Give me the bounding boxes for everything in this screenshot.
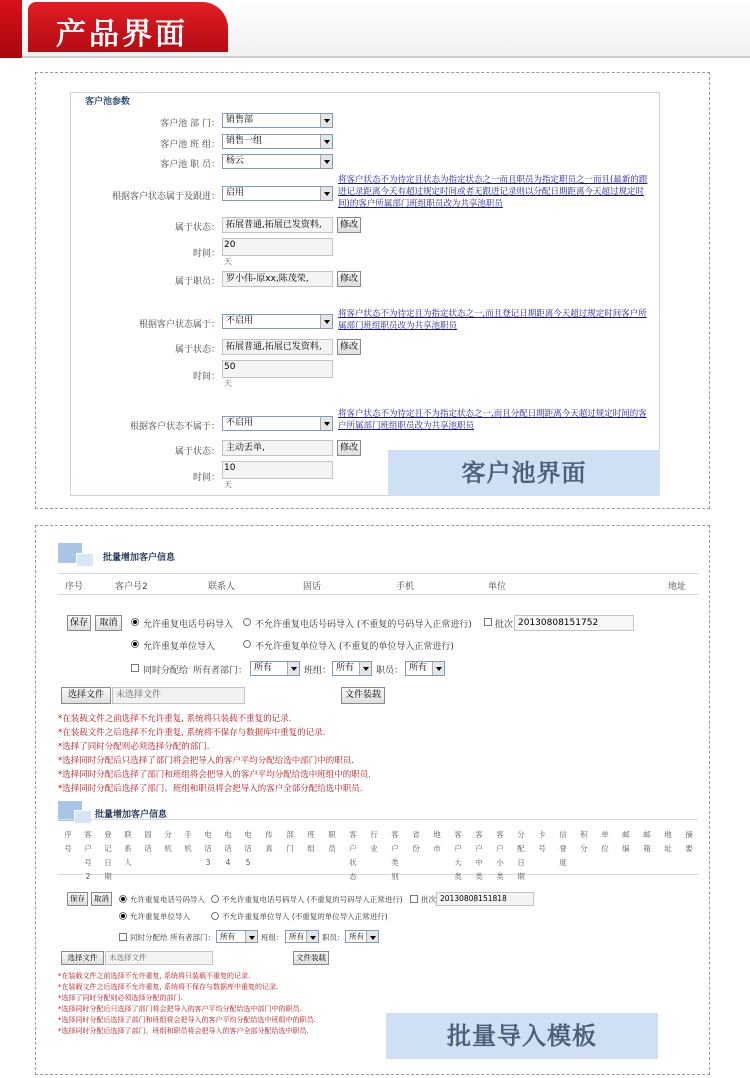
rule2-select[interactable]: 不启用 xyxy=(222,314,333,329)
note-line: *在装载文件之前选择不允许重复, 系统将只装载不重复的记录. xyxy=(58,714,292,724)
banner-title: 产品界面 xyxy=(56,17,188,52)
col-phone: 固话 xyxy=(303,582,322,592)
tcol: 客户类别 xyxy=(391,830,399,881)
tcol: 客户小类 xyxy=(496,830,504,881)
rule1-staff-edit-button[interactable]: 修改 xyxy=(337,271,361,287)
chevron-down-icon xyxy=(320,417,332,430)
tcol: 邮编 xyxy=(622,830,630,853)
template-disallow-dup-phone-label: 不允许重复电话号码导入 (不重复的号码导入正常进行) xyxy=(222,895,403,904)
tcol: 客户中类 xyxy=(475,830,483,881)
staff-select[interactable]: 所有 xyxy=(405,661,445,676)
save-button[interactable]: 保存 xyxy=(67,615,91,631)
tcol: 电话4 xyxy=(224,830,232,867)
pool-overlay-caption: 客户池界面 xyxy=(388,450,660,496)
tcol: 电话5 xyxy=(244,830,252,867)
load-file-button[interactable]: 文件装载 xyxy=(341,687,385,704)
rule2-time-label: 时间： xyxy=(192,372,220,382)
template-disallow-dup-unit-radio[interactable] xyxy=(211,912,219,920)
rule3-status-label: 属于状态： xyxy=(174,447,220,457)
tcol: 固话 xyxy=(144,830,152,853)
tcol: 客户号2 xyxy=(84,830,92,881)
pool-dept-label: 客户池 部 门： xyxy=(160,119,220,129)
tcol: 客户大类 xyxy=(454,830,462,881)
rule1-staff-field[interactable]: 罗小伟-原xx,陈茂荣, xyxy=(222,271,333,287)
tcol: 行业 xyxy=(370,830,378,853)
template-note-line: *在装载文件之前选择不允许重复, 系统将只装载不重复的记录. xyxy=(58,972,251,980)
disallow-dup-phone-radio[interactable] xyxy=(243,618,251,626)
template-allow-dup-unit-label: 允许重复单位导入 xyxy=(130,912,190,921)
batch-no-field[interactable]: 20130808151752 xyxy=(514,615,634,631)
banner-tab xyxy=(28,2,228,52)
template-batch-no-field[interactable]: 20130808151818 xyxy=(436,892,534,906)
rule1-time-label: 时间： xyxy=(192,249,220,259)
pool-group-select[interactable]: 销售一组 xyxy=(222,134,333,149)
note-line: *选择同时分配后选择了部门、班组和职员将会把导入的客户全部分配给选中职员. xyxy=(58,784,363,794)
pool-dept-select[interactable]: 销售部 xyxy=(222,113,333,128)
tcol: 单位 xyxy=(601,830,609,853)
tcol: 电话3 xyxy=(204,830,212,867)
rule3-status-field[interactable]: 主动丢单, xyxy=(222,440,333,456)
template-group-select[interactable]: 所有 xyxy=(285,930,319,943)
tcol: 传真 xyxy=(265,830,273,853)
rule2-status-field[interactable]: 拓展普通,拓展已发资料, xyxy=(222,339,333,355)
chevron-down-icon xyxy=(366,931,378,942)
batch-no-checkbox[interactable] xyxy=(484,618,492,626)
template-note-line: *选择同时分配后选择了部门、班组和职员将会把导入的客户全部分配给选中职员. xyxy=(58,1027,309,1035)
template-note-line: *选择了同时分配则必须选择分配的部门. xyxy=(58,994,183,1002)
rule1-status-label: 属于状态： xyxy=(174,223,220,233)
rule2-label: 根据客户状态属于： xyxy=(138,320,220,330)
assign-checkbox[interactable] xyxy=(131,664,139,672)
tcol: 班组 xyxy=(307,830,315,853)
pool-staff-label: 客户池 职 员： xyxy=(160,160,220,170)
rule1-select[interactable]: 启用 xyxy=(222,186,333,201)
template-owner-dept-label: 所有者部门： xyxy=(170,933,215,942)
staff-label: 职员： xyxy=(376,666,404,676)
chevron-down-icon xyxy=(320,155,332,168)
tcol: 邮箱 xyxy=(643,830,651,853)
tcol: 联系人 xyxy=(124,830,132,867)
choose-file-button[interactable]: 选择文件 xyxy=(61,687,111,704)
rule3-description-link[interactable]: 将客户状态不为待定且不为指定状态之一,而且分配日期距离今天超过规定时间的客户所属部门班组职员改为共享池职员 xyxy=(338,409,647,431)
template-note-line: *在装载文件之后选择不允许重复, 系统将不保存与数据库中重复的记录. xyxy=(58,983,279,991)
rule1-status-field[interactable]: 拓展普通,拓展已发资料, xyxy=(222,217,333,233)
section-icon-overlay xyxy=(76,553,94,567)
pool-section-title: 客户池参数 xyxy=(82,94,133,107)
disallow-dup-unit-label: 不允许重复单位导入 (不重复的单位导入正常进行) xyxy=(255,642,454,652)
col-customer-no: 客户号2 xyxy=(115,582,148,592)
rule3-time-value: 10 xyxy=(224,463,236,473)
chevron-down-icon xyxy=(287,662,299,675)
rule3-time-unit: 天 xyxy=(224,480,232,489)
note-line: *选择同时分配后选择了部门和班组将会把导入的客户平均分配给选中班组中的职员. xyxy=(58,770,371,780)
template-group-label: 班组： xyxy=(261,933,284,942)
template-staff-select[interactable]: 所有 xyxy=(345,930,379,943)
rule3-time-field[interactable] xyxy=(222,461,333,479)
rule1-staff-label: 属于职员： xyxy=(174,277,220,287)
rule1-status-edit-button[interactable]: 修改 xyxy=(337,217,361,233)
chevron-down-icon xyxy=(320,187,332,200)
rule1-time-unit: 天 xyxy=(224,257,232,266)
customer-pool-form xyxy=(70,92,660,496)
pool-staff-select[interactable]: 杨云 xyxy=(222,154,333,169)
group-select[interactable]: 所有 xyxy=(332,661,372,676)
template-assign-label: 同时分配给 xyxy=(130,933,168,942)
rule3-label: 根据客户状态不属于： xyxy=(129,422,220,432)
template-disallow-dup-phone-radio[interactable] xyxy=(211,895,219,903)
rule2-time-unit: 天 xyxy=(224,379,232,388)
rule1-time-value: 20 xyxy=(224,240,236,250)
group-label: 班组： xyxy=(304,666,332,676)
template-assign-checkbox[interactable] xyxy=(119,933,127,941)
template-save-button[interactable]: 保存 xyxy=(67,892,88,906)
allow-dup-phone-label: 允许重复电话号码导入 xyxy=(143,620,234,630)
col-contact: 联系人 xyxy=(208,582,236,592)
tcol: 部门 xyxy=(286,830,294,853)
tcol: 积分 xyxy=(580,830,588,853)
tcol: 分配日期 xyxy=(517,830,525,881)
disallow-dup-unit-radio[interactable] xyxy=(243,640,251,648)
chevron-down-icon xyxy=(320,315,332,328)
cancel-button[interactable]: 取消 xyxy=(95,615,122,631)
template-allow-dup-phone-label: 允许重复电话号码导入 xyxy=(130,895,205,904)
chevron-down-icon xyxy=(306,931,318,942)
rule3-time-label: 时间： xyxy=(192,473,220,483)
chevron-down-icon xyxy=(359,662,371,675)
col-unit: 单位 xyxy=(488,582,507,592)
template-batch-no-checkbox[interactable] xyxy=(410,895,418,903)
assign-label: 同时分配给 xyxy=(143,666,189,676)
batch-no-label: 批次 xyxy=(495,620,514,630)
rule3-status-edit-button[interactable]: 修改 xyxy=(337,440,361,456)
tcol: 序号 xyxy=(64,830,72,853)
tcol: 卡号 xyxy=(538,830,546,853)
rule1-description-link[interactable]: 将客户状态不为待定且状态为指定状态之一而且职员为指定职员之一而且(最新的跟进记录距离今天有超过规定时间或者无跟进记录则以分配日期距离今天超过规定时间)的客户所属部门班组职员改为共享池职员 xyxy=(338,175,648,209)
note-line: *在装载文件之后选择不允许重复, 系统将不保存与数据库中重复的记录. xyxy=(58,728,326,738)
disallow-dup-phone-label: 不允许重复电话号码导入 (不重复的号码导入正常进行) xyxy=(255,620,472,630)
tcol: 信誉度 xyxy=(559,830,567,867)
header-banner xyxy=(0,0,750,58)
rule1-time-field[interactable] xyxy=(222,238,333,256)
rule2-status-edit-button[interactable]: 修改 xyxy=(337,339,361,355)
chevron-down-icon xyxy=(245,931,257,942)
tcol: 职员 xyxy=(328,830,336,853)
template-overlay-caption: 批量导入模板 xyxy=(386,1013,658,1059)
allow-dup-unit-label: 允许重复单位导入 xyxy=(143,642,216,652)
tcol: 分机 xyxy=(164,830,172,853)
tcol: 省份 xyxy=(412,830,420,853)
tcol: 地址 xyxy=(664,830,672,853)
template-column-header xyxy=(58,819,698,881)
template-note-line: *选择同时分配后只选择了部门将会把导入的客户平均分配给选中部门中的职员. xyxy=(58,1005,302,1013)
rule3-select[interactable]: 不启用 xyxy=(222,416,333,431)
rule2-time-value: 50 xyxy=(224,362,236,372)
col-seq: 序号 xyxy=(65,582,84,592)
rule2-description-link[interactable]: 将客户状态不为待定且为指定状态之一,而且登记日期距离今天超过规定时间客户所属部门班组职员改为共享池职员 xyxy=(338,309,647,331)
owner-dept-label: 所有者部门： xyxy=(193,666,248,676)
banner-accent-bar xyxy=(0,0,22,58)
template-staff-label: 职员： xyxy=(322,933,345,942)
template-note-line: *选择同时分配后选择了部门和班组将会把导入的客户平均分配给选中班组中的职员. xyxy=(58,1016,316,1024)
file-name-field[interactable]: 未选择文件 xyxy=(112,687,245,704)
rule2-status-label: 属于状态： xyxy=(174,345,220,355)
template-owner-dept-select[interactable]: 所有 xyxy=(216,930,258,943)
template-choose-file-button[interactable]: 选择文件 xyxy=(61,951,104,965)
pool-group-label: 客户池 班 组： xyxy=(160,140,220,150)
owner-dept-select[interactable]: 所有 xyxy=(250,661,300,676)
col-address: 地址 xyxy=(668,582,687,592)
tcol: 手机 xyxy=(184,830,192,853)
template-load-file-button[interactable]: 文件装载 xyxy=(293,951,329,965)
tcol: 客户状态 xyxy=(349,830,357,881)
note-line: *选择同时分配后只选择了部门将会把导入的客户平均分配给选中部门中的职员. xyxy=(58,756,354,766)
template-file-name-field[interactable]: 未选择文件 xyxy=(105,951,213,965)
template-allow-dup-unit-radio[interactable] xyxy=(119,912,127,920)
rule2-time-field[interactable] xyxy=(222,360,333,378)
template-batch-no-label: 批次 xyxy=(421,895,436,904)
tcol: 地市 xyxy=(433,830,441,853)
tcol: 登记日期 xyxy=(104,830,112,881)
batch-title: 批量增加客户信息 xyxy=(103,553,176,563)
tcol: 摘要 xyxy=(685,830,693,853)
chevron-down-icon xyxy=(320,135,332,148)
template-title: 批量增加客户信息 xyxy=(95,810,168,820)
note-line: *选择了同时分配则必须选择分配的部门. xyxy=(58,742,210,752)
col-mobile: 手机 xyxy=(396,582,415,592)
batch-column-header xyxy=(58,573,698,595)
chevron-down-icon xyxy=(320,114,332,127)
template-cancel-button[interactable]: 取消 xyxy=(91,892,112,906)
allow-dup-unit-radio[interactable] xyxy=(131,640,139,648)
rule1-label: 根据客户状态属于及跟进： xyxy=(111,192,220,202)
template-disallow-dup-unit-label: 不允许重复单位导入 (不重复的单位导入正常进行) xyxy=(222,912,388,921)
allow-dup-phone-radio[interactable] xyxy=(131,618,139,626)
chevron-down-icon xyxy=(432,662,444,675)
template-allow-dup-phone-radio[interactable] xyxy=(119,895,127,903)
